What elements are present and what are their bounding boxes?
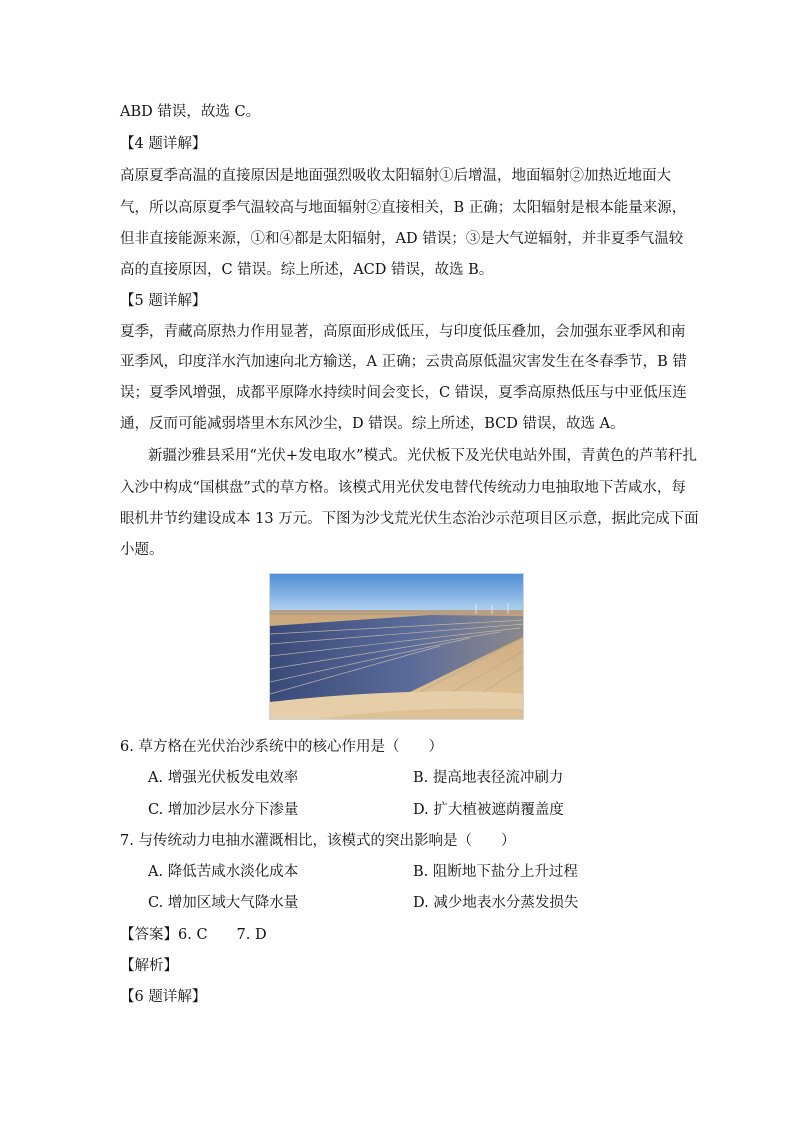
question-6-option-a: A. 增强光伏板发电效率 [148,770,299,786]
text-line: 夏季，青藏高原热力作用显著，高原面形成低压，与印度低压叠加，会加强东亚季风和南 [120,324,686,340]
text-line: 小题。 [120,542,164,558]
text-line: 眼机井节约建设成本 13 万元。下图为沙戈荒光伏生态治沙示范项目区示意，据此完成下面 [120,511,699,527]
text-line: 亚季风，印度洋水汽加速向北方输送，A 正确；云贵高原低温灾害发生在冬春季节，B 错 [120,354,687,370]
question-7-option-a: A. 降低苦咸水淡化成本 [148,864,299,880]
text-line: 通，反而可能减弱塔里木东风沙尘，D 错误。综上所述，BCD 错误，故选 A。 [120,416,625,432]
question-7-option-b: B. 阻断地下盐分上升过程 [413,864,578,880]
text-line: ABD 错误，故选 C。 [120,104,261,120]
text-line: 但非直接能源来源，①和④都是太阳辐射，AD 错误；③是大气逆辐射，并非夏季气温较 [120,231,684,247]
question-6-stem: 6. 草方格在光伏治沙系统中的核心作用是（ ） [120,739,443,755]
section-heading-q5: 【5 题详解】 [120,293,207,309]
question-6-option-c: C. 增加沙层水分下渗量 [148,802,299,818]
solar-farm-photo [269,573,524,720]
text-line: 入沙中构成“国棋盘”式的草方格。该模式用光伏发电替代传统动力电抽取地下苦咸水，每 [120,480,686,496]
text-line: 高原夏季高温的直接原因是地面强烈吸收太阳辐射①后增温，地面辐射②加热近地面大 [120,168,671,184]
text-line: 气，所以高原夏季气温较高与地面辐射②直接相关，B 正确；太阳辐射是根本能量来源， [120,200,687,216]
question-6-option-d: D. 扩大植被遮荫覆盖度 [413,802,564,818]
section-heading-q4: 【4 题详解】 [120,136,207,152]
section-heading-q6: 【6 题详解】 [120,989,207,1005]
text-line: 新疆沙雅县采用“光伏+发电取水”模式。光伏板下及光伏电站外围，青黄色的芦苇秆扎 [148,448,697,464]
analysis-heading: 【解析】 [120,958,178,974]
question-7-option-c: C. 增加区域大气降水量 [148,895,299,911]
question-6-option-b: B. 提高地表径流冲刷力 [413,770,564,786]
text-line: 高的直接原因，C 错误。综上所述，ACD 错误，故选 B。 [120,262,494,278]
question-7-stem: 7. 与传统动力电抽水灌溉相比，该模式的突出影响是（ ） [120,833,516,849]
question-7-option-d: D. 减少地表水分蒸发损失 [413,895,579,911]
answer-line: 【答案】6. C 7. D [120,927,267,943]
text-line: 误；夏季风增强，成都平原降水持续时间会变长，C 错误，夏季高原热低压与中亚低压连 [120,385,687,401]
